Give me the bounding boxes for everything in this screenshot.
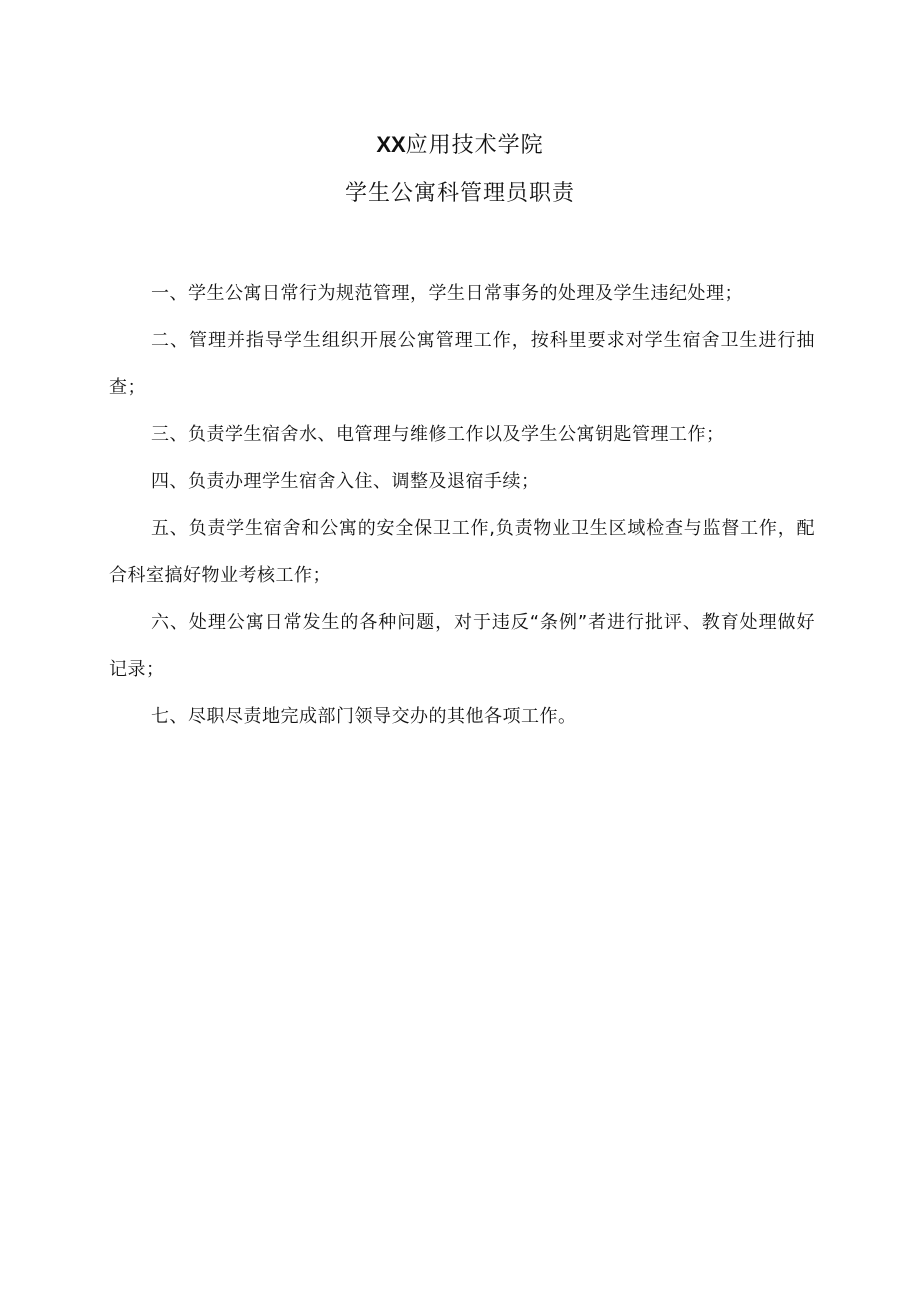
title-name: 应用技术学院 (405, 133, 544, 158)
duty-item-1: 一、学生公寓日常行为规范管理，学生日常事务的处理及学生违纪处理； (151, 283, 743, 304)
document-title (0, 126, 920, 165)
title-block (0, 126, 920, 213)
duties-list (109, 270, 815, 740)
duty-item-6: 六、处理公寓日常发生的各种问题，对于违反“条例”者进行批评、教育处理做好记录； (109, 612, 815, 680)
duty-item-2: 二、管理并指导学生组织开展公寓管理工作，按科里要求对学生宿舍卫生进行抽查； (109, 330, 815, 398)
document-subtitle: 学生公寓科管理员职责 (344, 181, 575, 206)
duty-item-4: 四、负责办理学生宿舍入住、调整及退宿手续； (151, 471, 540, 492)
duty-item-7: 七、尽职尽责地完成部门领导交办的其他各项工作。 (151, 706, 577, 727)
duty-item-5: 五、负责学生宿舍和公寓的安全保卫工作,负责物业卫生区域检查与监督工作，配合科室搞好物业考核工作； (109, 518, 815, 586)
title-prefix: XX (376, 132, 406, 157)
duty-item-3: 三、负责学生宿舍水、电管理与维修工作以及学生公寓钥匙管理工作； (151, 424, 725, 445)
